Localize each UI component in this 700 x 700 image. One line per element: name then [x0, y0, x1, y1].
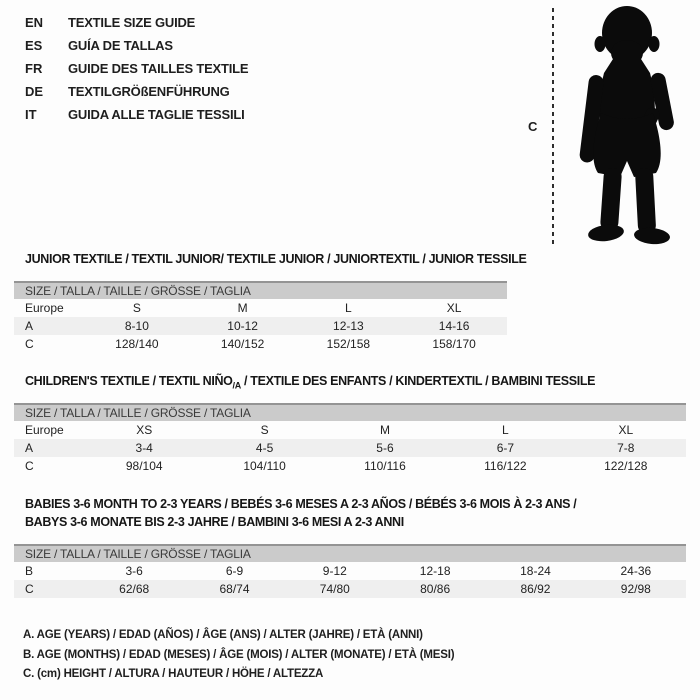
title-subscript: /A	[232, 380, 241, 391]
title-text: / TEXTILE DES ENFANTS / KINDERTEXTIL / BAMBINI TESSILE	[240, 374, 596, 388]
row-value: 12-18	[419, 564, 451, 578]
row-value: 10-12	[190, 317, 296, 335]
size-header-label: SIZE / TALLA / TAILLE / GRÖSSE / TAGLIA	[14, 282, 507, 299]
language-title: GUÍA DE TALLAS	[68, 38, 173, 53]
row-value: 68/74	[184, 580, 284, 598]
row-value: 9-12	[322, 564, 347, 578]
row-value: 74/80	[285, 580, 385, 598]
table-row	[14, 335, 507, 353]
babies-size-table	[14, 544, 686, 598]
row-value: XL	[446, 301, 462, 315]
row-value: 6-9	[225, 564, 244, 578]
language-code: EN	[25, 15, 44, 30]
size-header-label: SIZE / TALLA / TAILLE / GRÖSSE / TAGLIA	[14, 545, 686, 562]
row-label: A	[14, 317, 84, 335]
row-value: 62/68	[84, 580, 184, 598]
row-value: 152/158	[326, 337, 371, 351]
language-row	[25, 57, 248, 80]
title-text: CHILDREN'S TEXTILE / TEXTIL NIÑO	[25, 374, 233, 388]
height-label: C	[528, 119, 538, 134]
junior-table-title	[25, 250, 526, 268]
row-value: 98/104	[125, 459, 163, 473]
table-title-line	[25, 495, 576, 513]
row-label: C	[25, 459, 34, 473]
language-list	[25, 11, 248, 126]
junior-size-table	[14, 281, 507, 353]
footnotes	[23, 626, 454, 685]
language-title: TEXTILE SIZE GUIDE	[68, 15, 196, 30]
row-value: 110/116	[364, 459, 406, 473]
table-row	[14, 317, 507, 335]
children-size-table	[14, 403, 686, 475]
row-value: 6-7	[445, 439, 565, 457]
language-code: IT	[25, 107, 37, 122]
row-value: 92/98	[586, 580, 686, 598]
language-code: ES	[25, 38, 43, 53]
row-value: 116/122	[484, 459, 527, 473]
size-header-row	[14, 404, 686, 421]
table-row	[14, 421, 686, 439]
row-value: 122/128	[604, 459, 648, 473]
row-value: 24-36	[620, 564, 652, 578]
row-value: 158/170	[432, 337, 476, 351]
language-code: DE	[25, 84, 44, 99]
row-value: 86/92	[485, 580, 585, 598]
row-value: 3-4	[84, 439, 204, 457]
title-text: BABYS 3-6 MONATE BIS 2-3 JAHRE / BAMBINI 3-6 MESI A 2-3 ANNI	[25, 515, 404, 529]
table-row	[14, 299, 507, 317]
row-value: 5-6	[325, 439, 445, 457]
size-header-row	[14, 545, 686, 562]
row-value: 12-13	[296, 317, 402, 335]
row-value: M	[379, 423, 390, 437]
language-row	[25, 80, 248, 103]
row-value: XS	[136, 423, 153, 437]
footnote-line: B. AGE (MONTHS) / EDAD (MESES) / ÂGE (MOIS) / ALTER (MONATE) / ETÀ (MESI)	[23, 648, 455, 661]
row-value: 80/86	[385, 580, 485, 598]
row-value: XL	[618, 423, 634, 437]
row-label: C	[14, 580, 84, 598]
table-title-line	[25, 513, 576, 531]
row-value: M	[237, 301, 248, 315]
row-value: 140/152	[220, 337, 265, 351]
row-value: 8-10	[84, 317, 190, 335]
table-row	[14, 580, 686, 598]
table-row	[14, 457, 686, 475]
babies-table-title	[25, 495, 576, 531]
row-label: C	[25, 337, 34, 351]
table-title-line	[25, 250, 526, 268]
language-title: TEXTILGRÖßENFÜHRUNG	[68, 84, 230, 99]
row-value: 14-16	[401, 317, 507, 335]
row-value: S	[260, 423, 269, 437]
row-label: Europe	[25, 301, 64, 315]
row-value: 3-6	[125, 564, 143, 578]
row-value: L	[345, 301, 352, 315]
row-value: 4-5	[204, 439, 324, 457]
table-title-line	[25, 372, 595, 395]
row-label: B	[25, 564, 34, 578]
language-row	[25, 34, 248, 57]
table-row	[14, 562, 686, 580]
language-row	[25, 11, 248, 34]
language-row	[25, 103, 248, 126]
row-value: L	[502, 423, 509, 437]
size-header-label: SIZE / TALLA / TAILLE / GRÖSSE / TAGLIA	[14, 404, 686, 421]
footnote-line: C. (cm) HEIGHT / ALTURA / HAUTEUR / HÖHE / ALTEZZA	[23, 668, 324, 680]
children-table-title	[25, 372, 595, 395]
height-dashed-line	[552, 8, 554, 244]
row-value: 104/110	[243, 459, 286, 473]
toddler-silhouette-icon	[562, 3, 696, 245]
row-value: 18-24	[520, 564, 551, 578]
language-code: FR	[25, 61, 43, 76]
row-value: 7-8	[566, 439, 686, 457]
size-header-row	[14, 282, 507, 299]
footnote-line: A. AGE (YEARS) / EDAD (AÑOS) / ÂGE (ANS) / ALTER (JAHRE) / ETÀ (ANNI)	[23, 629, 423, 641]
table-row	[14, 439, 686, 457]
row-label: A	[14, 439, 84, 457]
title-text: BABIES 3-6 MONTH TO 2-3 YEARS / BEBÉS 3-6 MESES A 2-3 AÑOS / BÉBÉS 3-6 MOIS À 2-3 ANS /	[25, 497, 577, 511]
language-title: GUIDA ALLE TAGLIE TESSILI	[68, 107, 245, 122]
title-text: JUNIOR TEXTILE / TEXTIL JUNIOR/ TEXTILE JUNIOR / JUNIORTEXTIL / JUNIOR TESSILE	[25, 252, 527, 266]
row-value: S	[132, 301, 141, 315]
row-label: Europe	[25, 423, 64, 437]
language-title: GUIDE DES TAILLES TEXTILE	[68, 61, 249, 76]
row-value: 128/140	[115, 337, 159, 351]
